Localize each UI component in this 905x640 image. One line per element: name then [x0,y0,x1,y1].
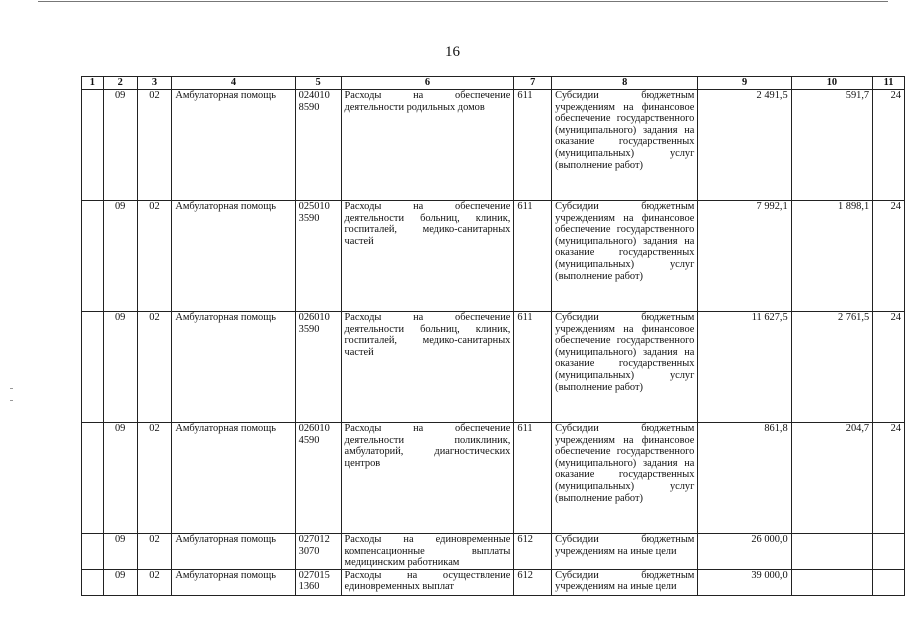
cell-amount-9: 7 992,1 [698,201,791,312]
cell-description: Расходы на единовременные компенсационные выплаты медицинским работникам [341,534,514,570]
table-row [82,569,905,595]
col-header: 2 [103,77,137,90]
cell-subsection: 02 [137,423,172,534]
cell-expense-type: 611 [514,423,552,534]
margin-mark [10,388,13,389]
col-header: 5 [295,77,341,90]
cell-amount-11 [873,534,905,570]
code-part: 8590 [298,101,320,113]
cell-expense-type: 611 [514,90,552,201]
cell-amount-10 [791,534,872,570]
code-part: 027012 [298,534,330,545]
cell-subsection-name: Амбулаторная помощь [172,569,295,595]
cell-expense-name: Субсидии бюджетным учреждениям на иные цели [552,534,698,570]
code-part: 4590 [298,434,320,446]
cell-empty [82,90,104,201]
cell-subsection-name: Амбулаторная помощь [172,201,295,312]
col-header: 10 [791,77,872,90]
cell-description: Расходы на обеспечение деятельности больниц, клиник, госпиталей, медико-санитарных частей [341,312,514,423]
cell-section: 09 [103,312,137,423]
cell-subsection: 02 [137,312,172,423]
cell-subsection: 02 [137,201,172,312]
cell-code [295,423,341,534]
table-row [82,423,905,534]
col-header: 4 [172,77,295,90]
cell-empty [82,534,104,570]
budget-table [81,76,905,596]
table-row [82,534,905,570]
cell-empty [82,423,104,534]
code-part: 3070 [298,545,320,557]
col-header: 3 [137,77,172,90]
cell-amount-10 [791,569,872,595]
cell-amount-9: 39 000,0 [698,569,791,595]
cell-subsection: 02 [137,90,172,201]
cell-subsection-name: Амбулаторная помощь [172,312,295,423]
table-row [82,90,905,201]
cell-amount-9: 2 491,5 [698,90,791,201]
cell-expense-name: Субсидии бюджетным учреждениям на финансовое обеспечение государственного (муниципального) задания на оказание государственных (муниципальных) услуг (выполнение работ) [552,312,698,423]
code-part: 026010 [298,423,330,434]
cell-code [295,201,341,312]
cell-empty [82,201,104,312]
code-part: 027015 [298,569,330,581]
col-header: 6 [341,77,514,90]
cell-section: 09 [103,201,137,312]
margin-mark [10,400,13,401]
cell-description: Расходы на обеспечение деятельности родильных домов [341,90,514,201]
cell-expense-type: 612 [514,534,552,570]
cell-amount-10: 2 761,5 [791,312,872,423]
cell-amount-10: 591,7 [791,90,872,201]
cell-amount-9: 11 627,5 [698,312,791,423]
cell-expense-type: 611 [514,312,552,423]
cell-subsection-name: Амбулаторная помощь [172,534,295,570]
cell-description: Расходы на обеспечение деятельности поликлиник, амбулаторий, диагностических центров [341,423,514,534]
col-header: 1 [82,77,104,90]
cell-amount-11: 24 [873,90,905,201]
code-part: 1360 [298,581,320,593]
code-part: 025010 [298,201,330,212]
cell-amount-11: 24 [873,423,905,534]
cell-code [295,534,341,570]
cell-amount-11: 24 [873,201,905,312]
cell-amount-10: 1 898,1 [791,201,872,312]
cell-subsection-name: Амбулаторная помощь [172,90,295,201]
table-row [82,201,905,312]
cell-amount-11: 24 [873,312,905,423]
cell-subsection: 02 [137,569,172,595]
cell-empty [82,312,104,423]
cell-section: 09 [103,569,137,595]
cell-section: 09 [103,423,137,534]
header-row [82,77,905,90]
table-row [82,312,905,423]
col-header: 8 [552,77,698,90]
cell-code [295,312,341,423]
cell-amount-11 [873,569,905,595]
cell-subsection-name: Амбулаторная помощь [172,423,295,534]
col-header: 9 [698,77,791,90]
cell-description: Расходы на осуществление единовременных выплат [341,569,514,595]
code-part: 3590 [298,212,320,224]
page-number: 16 [445,44,460,60]
code-part: 3590 [298,323,320,335]
cell-expense-name: Субсидии бюджетным учреждениям на финансовое обеспечение государственного (муниципального) задания на оказание государственных (муниципальных) услуг (выполнение работ) [552,423,698,534]
cell-amount-9: 26 000,0 [698,534,791,570]
col-header: 11 [873,77,905,90]
cell-expense-name: Субсидии бюджетным учреждениям на финансовое обеспечение государственного (муниципального) задания на оказание государственных (муниципальных) услуг (выполнение работ) [552,201,698,312]
code-part: 026010 [298,312,330,323]
cell-expense-type: 611 [514,201,552,312]
cell-amount-9: 861,8 [698,423,791,534]
cell-empty [82,569,104,595]
cell-section: 09 [103,534,137,570]
code-part: 024010 [298,90,330,101]
cell-description: Расходы на обеспечение деятельности больниц, клиник, госпиталей, медико-санитарных частей [341,201,514,312]
cell-code [295,569,341,595]
col-header: 7 [514,77,552,90]
cell-code [295,90,341,201]
cell-expense-name: Субсидии бюджетным учреждениям на финансовое обеспечение государственного (муниципального) задания на оказание государственных (муниципальных) услуг (выполнение работ) [552,90,698,201]
top-edge-rule [38,1,888,2]
cell-expense-type: 612 [514,569,552,595]
cell-amount-10: 204,7 [791,423,872,534]
cell-section: 09 [103,90,137,201]
cell-subsection: 02 [137,534,172,570]
cell-expense-name: Субсидии бюджетным учреждениям на иные цели [552,569,698,595]
